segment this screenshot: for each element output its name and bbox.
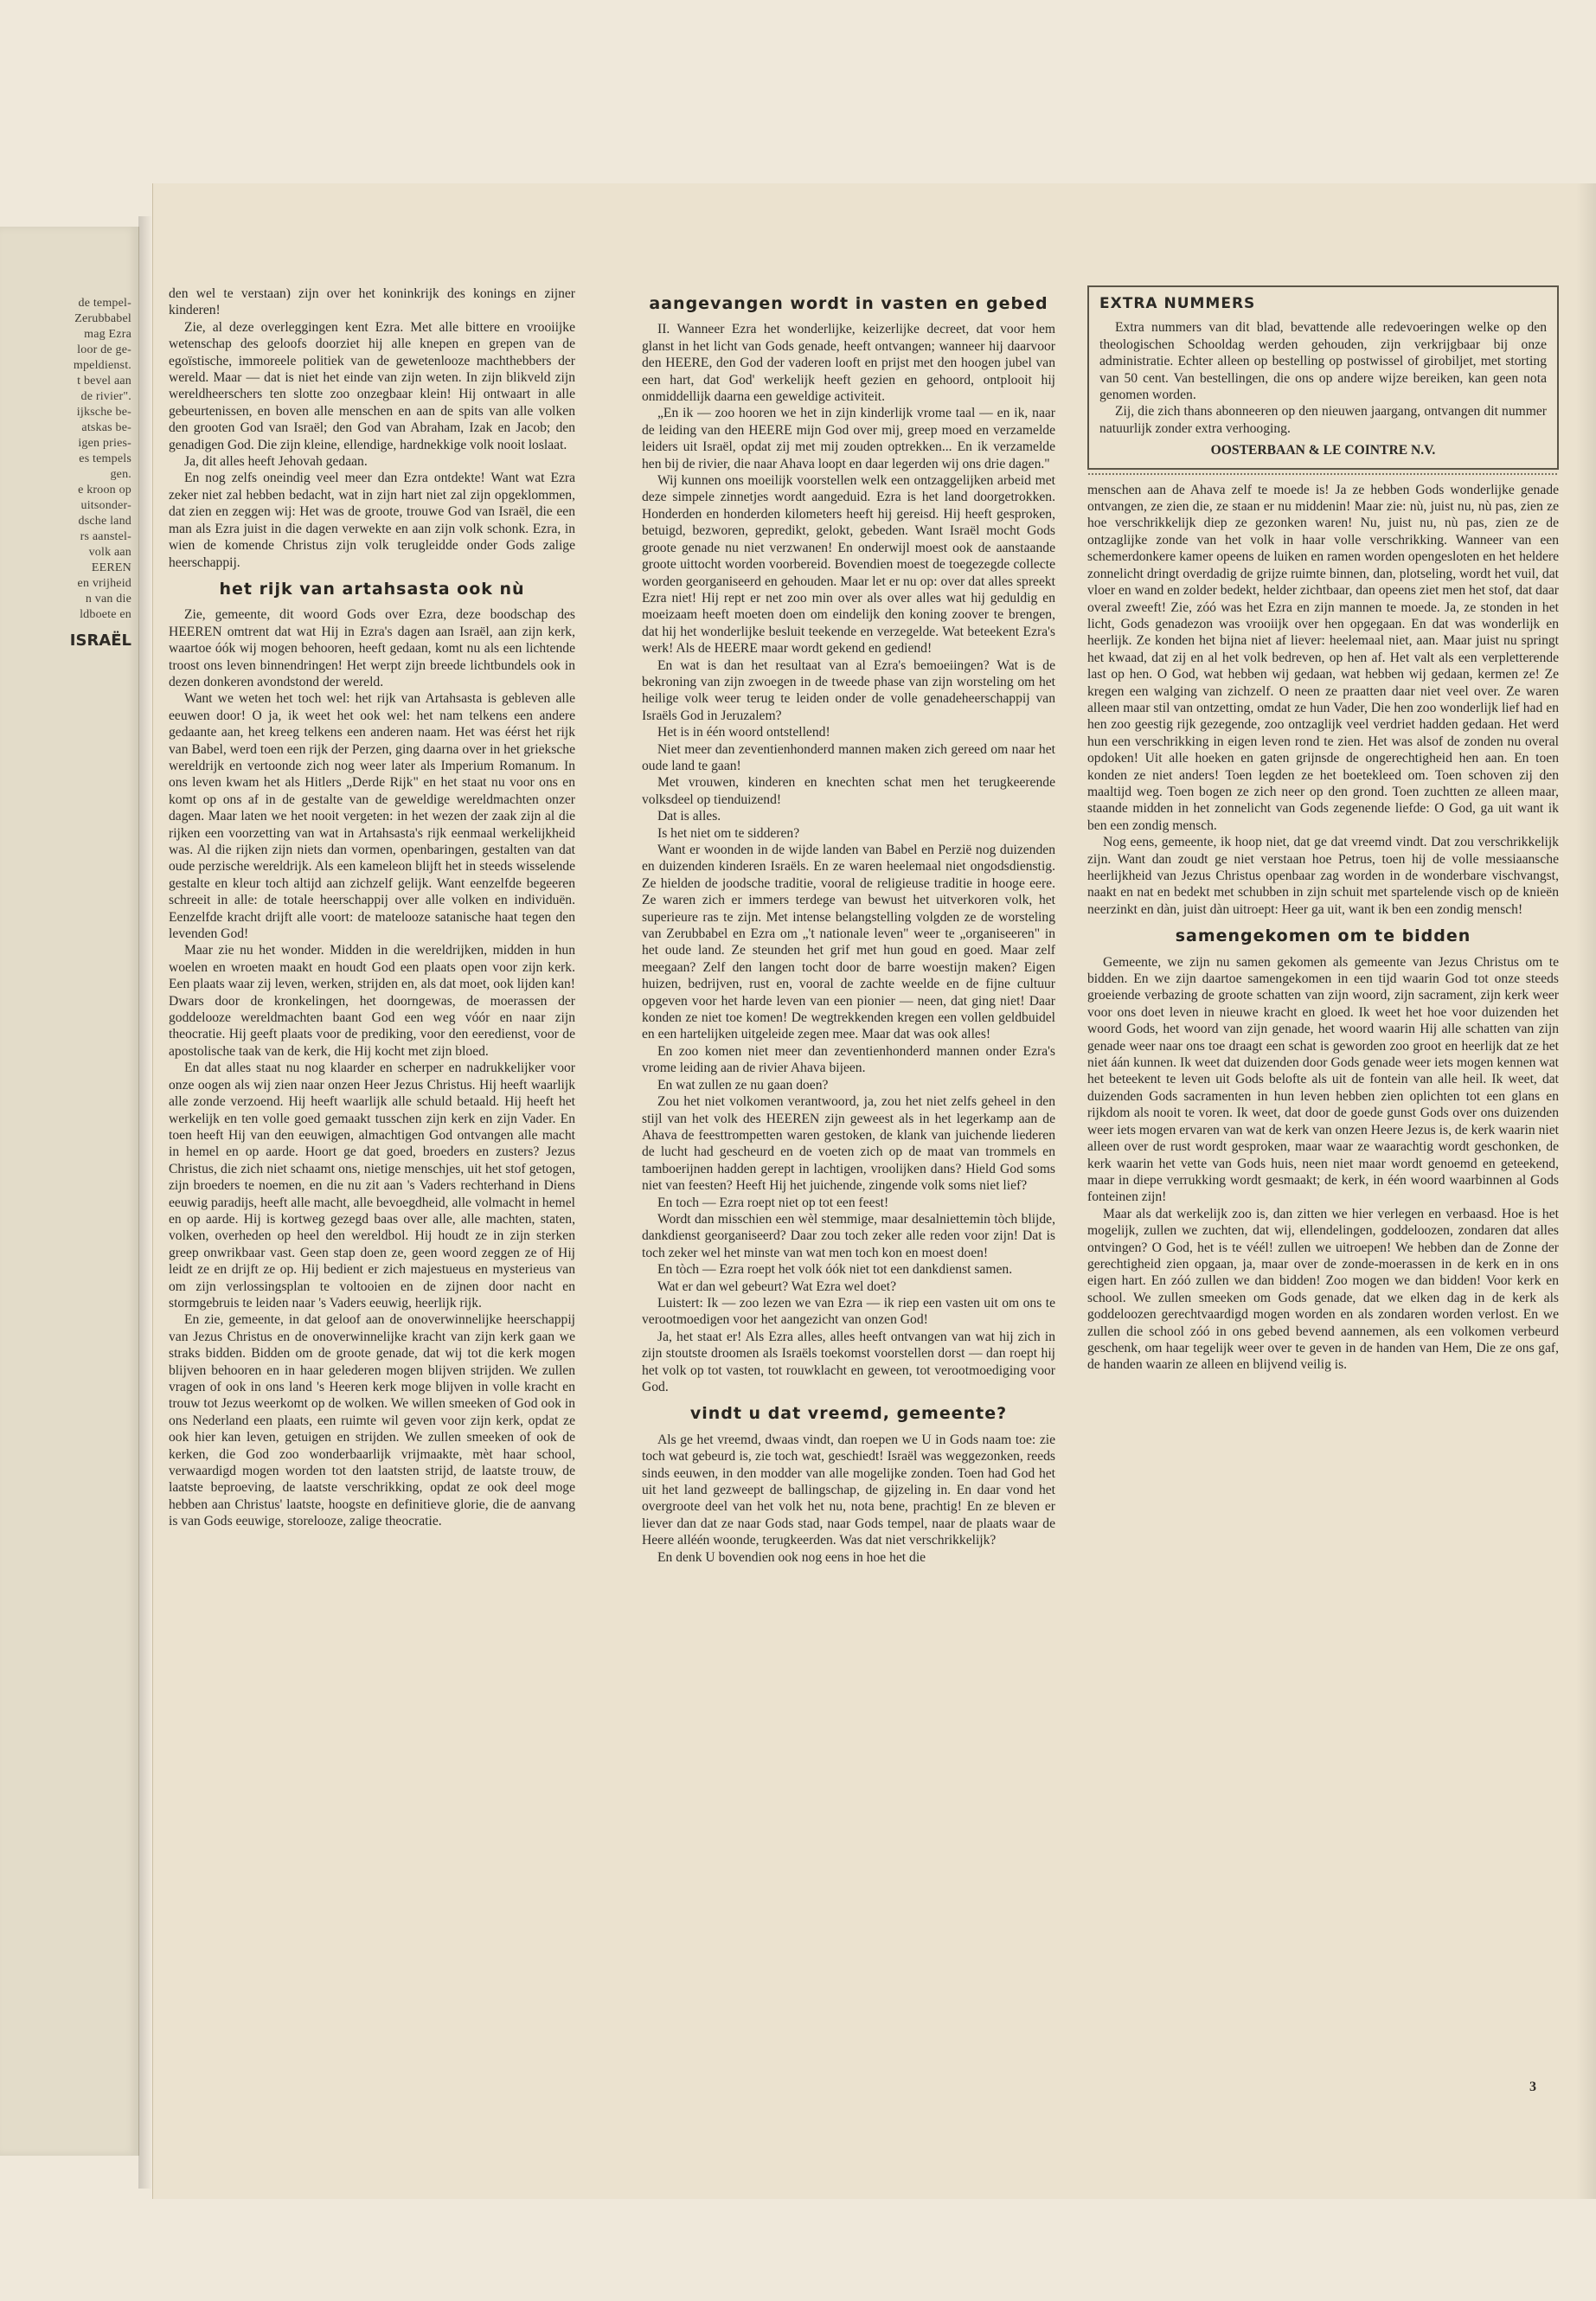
paragraph: En dat alles staat nu nog klaarder en scherper en nadrukkelijker voor onze oogen als wij zien naar onzen Heer Jezus Christus. Hij heeft waarlijk alle zonde verzoend. Hij heeft waarlijk alle schuld betaald. Hij heeft het werkelijk en ten volle goed gemaakt tusschen zijn kerk en zijn Vader. En toen heeft Hij van den eeuwigen, almachtigen God ontvangen alle macht in hemel en op aarde. Hoort ge dat goed, broeders en zusters? Jezus Christus, die zich niet schaamt ons, nietige menschjes, uit het stof getogen, zijn broeders te noemen, en die nu zit aan 's Vaders rechterhand in Diens eeuwig paradijs, heeft alle macht, alle bevoegdheid, alle volmacht in hemel en op aarde. Hij is kortweg gezegd baas over alle, alle machten, staten, volken, overheden op heel den wereldbol. Hij houdt ze in zijn sterken greep onwrikbaar vast. Geen stap doen ze, geen woord zeggen ze of Hij leidt ze en drijft ze op. Hij bedient er zich majestueus en mysterieus van om zijn verlossingsplan te voltooien en de zijnen door nacht en stormgebruis te leiden naar 's Vaders eeuwig, heerlijk rijk. bbox=[169, 1061, 575, 1311]
paragraph: En tòch — Ezra roept het volk óók niet tot een dankdienst samen. bbox=[657, 1262, 1013, 1278]
paragraph: Ja, het staat er! Als Ezra alles, alles heeft ontvangen van wat hij zich in zijn stoutste droomen als Israëls toekomst voorstellen dorst — dan roept hij het volk op tot vasten, tot rouwklacht en geween, tot verootmoediging voor God. bbox=[642, 1329, 1055, 1394]
announcement-signature: OOSTERBAAN & LE COINTRE N.V. bbox=[1210, 443, 1436, 458]
page-gutter bbox=[138, 216, 152, 2189]
section-heading: aangevangen wordt in vasten en gebed bbox=[649, 294, 1048, 313]
paragraph: „En ik — zoo hooren we het in zijn kinderlijk vrome taal — en ik, naar de leiding van den HEERE mijn God over mij, greep moed en verzamelde leiders uit Israël, opdat zij met mij zouden optrekken... En ik verzamelde hen bij de rivier, die naar Ahava loopt en daar legerden wij ons drie dagen." bbox=[642, 406, 1055, 471]
paragraph: Want er woonden in de wijde landen van Babel en Perzië nog duizenden en duizenden kinderen Israëls. En ze waren heelemaal niet ongodsdienstig. Ze hielden de joodsche traditie, vooral de religieuse traditie in hooge eere. Ze waren zich er immers terdege van bewust het uitverkoren volk, het superieure ras te zijn. Met intense belangstelling volgden ze de worsteling van Zerubbabel en Ezra om „'t nationale leven" weer te „organiseeren" in het oude land. Ze steunden het grif met hun goud en goed. Maar zelf meegaan? Zelf den langen tocht door de barre woestijn maken? Eigen huizen, bedrijven, rust en, vooral de zachte weelde en de fijne cultuur opgeven voor het harde leven van een pionier — neen, dat ging niet! Daar konden ze niet toe komen! De wegtrekkenden kregen een vollen geldbuidel en een hartelijken uitgeleide zegen mee. Maar dat was ook alles! bbox=[642, 843, 1055, 1042]
column-2 bbox=[642, 285, 1055, 2119]
paragraph: Wij kunnen ons moeilijk voorstellen welk een ontzaggelijken arbeid met deze simpele zinnetjes wordt aangeduid. Ezra is het land doorgetrokken. Honderden en honderden kilometers heeft hij gereisd. Hij heeft gesproken, betuigd, bezworen, gepredikt, gelokt, gebeden. Want Israël mocht Gods groote genade nu niet verzwanen! En onderwijl moest ook de aanstaande groote uittocht worden voorbereid. Bovendien moest de toegezegde collecte worden georganiseerd en gehouden. Maar let er nu op: over dat alles spreekt Ezra niet! Hij rept er net zoo min over als over alles wat hij geduldig en moeizaam heeft moeten doen om eindelijk den koning zoover te brengen, dat hij het wonderlijke besluit teekende en verzegelde. Wat beteekent Ezra's werk! Als de HEERE maar wordt gekend en gediend! bbox=[642, 473, 1055, 657]
section-heading: het rijk van artahsasta ook nù bbox=[219, 579, 525, 599]
paragraph: En denk U bovendien ook nog eens in hoe het die bbox=[657, 1549, 926, 1565]
paragraph: En wat is dan het resultaat van al Ezra's bemoeiingen? Wat is de bekroning van zijn zwoegen in de tweede phase van zijn worsteling om het heilige volk weer terug te leiden onder de volle genadeheerschappij van Israëls God in Jeruzalem? bbox=[642, 657, 1055, 723]
page-edge-shading bbox=[1576, 183, 1596, 2199]
paragraph: menschen aan de Ahava zelf te moede is! Ja ze hebben Gods wonderlijke genade ontvangen, ze zien die, ze staan er nu middenin! Maar zie: nù, juist nu, nù pas, zien ze hoe verschrikkelijk diep ze gezonken waren! Nu, juist nu, nù pas, zien ze de ontzaglijke zonde van het volk in haar volle verschrikking. Wanneer van een schemerdonkere kamer opeens de luiken en ramen worden opengesloten en het heldere zonnelicht dringt overdadig de grijze ruimte binnen, dan, plotseling, wordt het vuil, dat vloer en wand en zolder bedekt, helder zichtbaar, dan opeens ziet men het stof, dat daar overal zweeft! Zie, zóó was het Ezra en zijn mannen te moede. Ja, ze stonden in het licht, Gods genadezon was vrooiijk over hen opgegaan. En dat was wonderlijk en heerlijk. Ze konden het bijna niet af liever: heelemaal niet, aan. Maar juist nu springt het kwaad, dat zij en al het volk bedreven, op hen af. Het valt als een verpletterende last op hen. O God, wat hebben wij gedaan, wat hebben wij gedaan, kermen ze! Ze kregen een walging van zichzelf. O neen ze praatten daar niet veel over. Ze waren alleen maar stil van ontzetting, omdat ze hun Vader, Die hen zoo wonderlijk lief had en hen zoo geestig rijk gezegende, zoo ontzaglijk veel verdriet hadden gedaan. Het werd hun een verschrikking in eigen leven rond te zien. Het was alsof de zonden nu overal opdoken! Uit alle hoeken en gaten grijnsde de ongerechtigheid hen aan. En toen konden ze niet anders! Toen legden ze het boetekleed om. Toen schoven zij den maaltijd weg. Toen bogen ze zich neer op den grond. Toen zuchtten ze alleen maar, staande midden in het zonnelicht van Gods zegenende liefde: O God, ga uit want ik ben een zondig mensch. bbox=[1087, 482, 1559, 833]
paragraph: Is het niet om te sidderen? bbox=[657, 825, 800, 841]
announcement-text: Zij, die zich thans abonneeren op den nieuwen jaargang, ontvangen dit nummer natuurlijk zonder extra verhooging. bbox=[1099, 404, 1547, 436]
paragraph: Gemeente, we zijn nu samen gekomen als gemeente van Jezus Christus om te bidden. En we zijn daartoe samengekomen in een tijd waarin God tot onze steeds groeiende verbazing de groote schatten van zijn woord, zijn sacrament, zijn kerk weer voor ons doet leven in nieuwe kracht en gloed. Ik weet het hoe voor duizenden het woord Gods, het woord van zijn genade, het woord waarin Hij alle schatten van zijn genade weer naar ons toe draagt een schat is geworden zoo groot en heerlijk dat ze het niet áán kunnen. Ik weet dat duizenden door Gods genade weer iets mogen kennen wat het beteekent te leven uit Gods belofte als uit de fontein van alle heil. Ik weet, dat duizenden Gods sacramenten in hun leven hebben zien oplichten tot een glans en rijkdom als nooit te voren. Ik weet, dat door de goede gunst Gods over ons duizenden weer iets mogen ervaren van wat de kerk van onzen Heere Jezus is, de kerk waarin niet alleen over de rust wordt gesproken, maar waar ze waarachtig wordt geschonken, de kerk waarin het vette van Gods huis, neen niet maar wordt genoemd en geteekend, maar in diepe verrukking wordt gesmaakt; de kerk, in één woord waarbinnen al Gods fonteinen zijn! bbox=[1087, 954, 1559, 1205]
paragraph: En toch — Ezra roept niet op tot een feest! bbox=[657, 1195, 889, 1210]
announcement-title: EXTRA NUMMERS bbox=[1099, 295, 1256, 312]
paragraph: Dat is alles. bbox=[657, 809, 721, 824]
paragraph: Wat er dan wel gebeurt? Wat Ezra wel doet? bbox=[657, 1279, 897, 1294]
page-number: 3 bbox=[1529, 2080, 1536, 2094]
paragraph: Met vrouwen, kinderen en knechten schat men het terugkeerende volksdeel op tienduizend! bbox=[642, 775, 1055, 807]
column-3 bbox=[1087, 285, 1559, 2119]
section-heading: samengekomen om te bidden bbox=[1175, 926, 1471, 946]
paragraph: Zie, al deze overleggingen kent Ezra. Met alle bittere en vrooiijke wetenschap des geloofs doorziet hij alle knepen en grepen van de egoïstische, immoreele politiek van de gewetenlooze machthebbers der wereld. Maar — dat is niet het einde van zijn weten. In zijn blikveld zijn wereldheerschers ten slotte zoo onzegbaar klein! Hij ontwaart in alle gebeurtenissen, en boven alle menschen en aan de spits van alle volken den grooten God van Israël; den God van Abraham, Izak en Jacob; den genadigen God. Die zijn kleine, ellendige, hardnekkige volk nooit loslaat. bbox=[169, 319, 575, 452]
section-number: II. bbox=[657, 322, 670, 337]
paragraph: Nog eens, gemeente, ik hoop niet, dat ge dat vreemd vindt. Dat zou verschrikkelijk zijn. Want dan zoudt ge niet verstaan hoe Petrus, toen hij de volle messiaansche heerlijkheid van Jezus Christus openbaar zag worden in de wonderbare vischvangst, naakt en nat en bedekt met schubben in zijn schuit met spartelende visch op de knieën neerzinkt en dàn, juist dàn uitroept: Heer ga uit, want ik ben een zondig mensch! bbox=[1087, 835, 1559, 917]
paragraph: Luistert: Ik — zoo lezen we van Ezra — ik riep een vasten uit om ons te verootmoedigen voor het aangezicht van onzen God! bbox=[642, 1295, 1055, 1328]
paragraph: Zou het niet volkomen verantwoord, ja, zou het niet zelfs geheel in den stijl van het volk des HEEREN zijn geweest als in het legerkamp aan de Ahava de feesttrompetten waren gestoken, de klank van juichende liederen de lucht had gescheurd en de voeten zich op de maat van trommels en tamboerijnen hadden gerept in lachtigen, vroolijken dans? Hield God soms niet van feesten? Heeft Hij het juichende, zingende volk soms niet lief? bbox=[642, 1094, 1055, 1194]
previous-page-edge bbox=[0, 227, 139, 2156]
paragraph: den wel te verstaan) zijn over het koninkrijk des konings en zijner kinderen! bbox=[169, 286, 575, 318]
previous-page-heading: ISRAËL bbox=[69, 631, 131, 650]
paragraph: Maar als dat werkelijk zoo is, dan zitten we hier verlegen en verbaasd. Hoe is het mogelijk, zullen we zuchten, dat wij, ellendelingen, goddeloozen, zondaren dat alles ontvingen? O God, het is te véél! zullen we uitroepen! We hebben dan de Zonne der gerechtigheid zien opgaan, ja, maar over de zonde-moerassen in de kerk en in ons eigen hart. En zóó zullen we dan bidden! Zoo mogen we dan bidden! Voor kerk en school. We zullen smeeken om Gods genade, dat we elken dag in de kerk als goddeloozen gerechtvaardigd mogen worden en als zondaren worden verlost. En we zullen die school zóó in ons gebed bevend aannemen, als een volkomen verbeurd geschenk, om haar tegelijk weer over te geven in de handen van Hem, Die ze ons gaf, de handen waarin ze alleen en blijvend veilig is. bbox=[1087, 1206, 1559, 1373]
paragraph: Niet meer dan zeventienhonderd mannen maken zich gereed om naar het oude land te gaan! bbox=[642, 741, 1055, 773]
previous-page-text: de tempel- Zerubbabel mag Ezra loor de ge- mpeldienst. t bevel aan de rivier". ijksche be- atskas be- igen pries- es tempels gen. e kroon op uitsonder- dsche land rs aanstel- volk aan EEREN en vrijheid n van die ldboete en bbox=[73, 297, 131, 621]
paragraph: En wat zullen ze nu gaan doen? bbox=[657, 1077, 829, 1093]
paragraph: Ja, dit alles heeft Jehovah gedaan. bbox=[184, 454, 368, 470]
paragraph: Het is in één woord ontstellend! bbox=[657, 725, 830, 740]
paragraph: En nog zelfs oneindig veel meer dan Ezra ontdekte! Want wat Ezra zeker niet zal hebben bedacht, wat in zijn hart niet zal zijn opgeklommen, dat zien en zeggen wij: Het was de groote, trouwe God van Israël, die een man als Ezra juist in die dagen verwekte en aan zijn volk schonk. Ezra, in wien de komende Christus zijn volk terugleidde onder Gods zalige heerschappij. bbox=[169, 471, 575, 570]
announcement-box bbox=[1087, 285, 1559, 470]
paragraph: Als ge het vreemd, dwaas vindt, dan roepen we U in Gods naam toe: zie toch wat gebeurd is, zie toch wat, geschiedt! Israël was weggezonken, reeds sinds eeuwen, in den modder van alle mogelijke zonden. Toen had God het uit het land gezweept de ballingschap, de gijzeling in. En daar vond het overgroote deel van het volk het nu, nota bene, prachtig! En ze bleven er liever dan dat ze naar Gods stad, naar Gods tempel, naar de plaats waar de Heere alléén woonde, terugkeerden. Was dat niet verschrikkelijk? bbox=[642, 1432, 1055, 1548]
paragraph: En zoo komen niet meer dan zeventienhonderd mannen onder Ezra's vrome leiding aan de rivier Ahava bijeen. bbox=[642, 1043, 1055, 1076]
column-1 bbox=[169, 285, 575, 2119]
paragraph: Wordt dan misschien een wèl stemmige, maar desalniettemin tòch blijde, dankdienst georganiseerd? Daar zou toch zeker alle reden voor zijn! Dat is toch zeker wel het minste van wat men toch kon en moest doen! bbox=[642, 1211, 1055, 1260]
paragraph: En zie, gemeente, in dat geloof aan de onoverwinnelijke heerschappij van Jezus Christus en de onoverwinnelijke kracht van zijn kerk gaan we straks bidden. Bidden om de groote genade, dat wij tot die kerk mogen blijven behooren en in haar gelederen mogen blijven strijden. We zullen vragen of ook in ons land 's Heeren kerk moge blijven in volle kracht en trouw tot Jezus weerkomt op de wolken. We willen smeeken of God ook in ons Nederland een plaats, een ruimte wil geven voor zijn kerk, opdat ze ook hier kan leven, getuigen en strijden. We zullen smeeken of ook de kerken, die God zoo wonderbaarlijk vrijmaakte, mèt haar school, verwaardigd mogen worden tot den laatsten strijd, de laatste trouw, de laatste beproeving, de laatste verschrikking, opdat ze ook deel moge hebben aan Christus' laatste, hoogste en definitieve glorie, die de aanvang is van Gods eeuwige, storelooze, zalige theocratie. bbox=[169, 1312, 575, 1529]
announcement-text: Extra nummers van dit blad, bevattende alle redevoeringen welke op den theologischen Schooldag werden gehouden, zijn verkrijgbaar bij onze administratie. Echter alleen op bestelling op postwissel of girobiljet, met storting van 50 cent. Van bestellingen, die ons op andere wijze bereiken, kan geen nota genomen worden. bbox=[1099, 320, 1547, 403]
paragraph: Zie, gemeente, dit woord Gods over Ezra, deze boodschap des HEEREN omtrent dat wat Hij in Ezra's dagen aan Israël, aan zijn kerk, waartoe óók wij mogen behooren, heeft gedaan, komt nu als een lichtende troost ons leven binnendringen! Het werpt zijn breede lichtbundels ook in dezen donkeren avondstond der wereld. bbox=[169, 607, 575, 689]
paragraph: Maar zie nu het wonder. Midden in die wereldrijken, midden in hun woelen en wroeten maakt en houdt God een plaats open voor zijn kerk. Een plaats waar zij leven, werken, strijden en, als dat moet, ook lijden kan! Dwars door de kronkelingen, het doorngewas, de moerassen der goddelooze wereldmachten baant God een weg vóór en naar zijn theocratie. Hij geeft plaats voor de prediking, voor den eeredienst, voor de apostolische taak van de kerk, die Hij kocht met zijn bloed. bbox=[169, 943, 575, 1059]
paragraph: Wanneer Ezra het wonderlijke, keizerlijke decreet, dat voor hem glanst in het licht van Gods genade, heeft ontvangen; wanneer hij daarvoor den HEERE, den God der vaderen looft en prijst met den hoogen jubel van een hart, dat God' werkelijk heeft gezien en gehoord, ontplooit hij onmiddellijk daarna een geweldige activiteit. bbox=[642, 322, 1055, 405]
section-heading: vindt u dat vreemd, gemeente? bbox=[689, 1404, 1008, 1424]
newspaper-page bbox=[152, 183, 1596, 2199]
paragraph: Want we weten het toch wel: het rijk van Artahsasta is gebleven alle eeuwen door! O ja, ik weet het ook wel: het nam telkens een andere gedaante aan, het kreeg telkens een anderen naam. Het was éérst het rijk van Babel, werd toen een rijk der Perzen, ging daarna over in het grieksche wereldrijk en vertoonde zich nog weer later als Imperium Romanum. In ons leven kwam het als Hitlers „Derde Rijk" en het staat nu voor ons en komt op ons af in de gestalte van de geweldige wereldmachten onzer dagen. Maar laten we het nooit vergeten: in het wezen der zaak zijn al die rijken een voorzetting van wat in Artahsasta's rijk eenmaal werkelijkheid was. Al die rijken zijn niets dan vormen, openbaringen, gestalten van dat oude perzische wereldrijk. Als een kameleon blijft het in steeds wisselende gestalte en kleur toch altijd aan zichzelf gelijk. Want eenzelfde begeeren schreeit in alle: de totale heerschappij over alle volken en individuën. Eenzelfde kracht drijft alle voort: de matelooze satanische haat tegen den levenden God! bbox=[169, 691, 575, 942]
